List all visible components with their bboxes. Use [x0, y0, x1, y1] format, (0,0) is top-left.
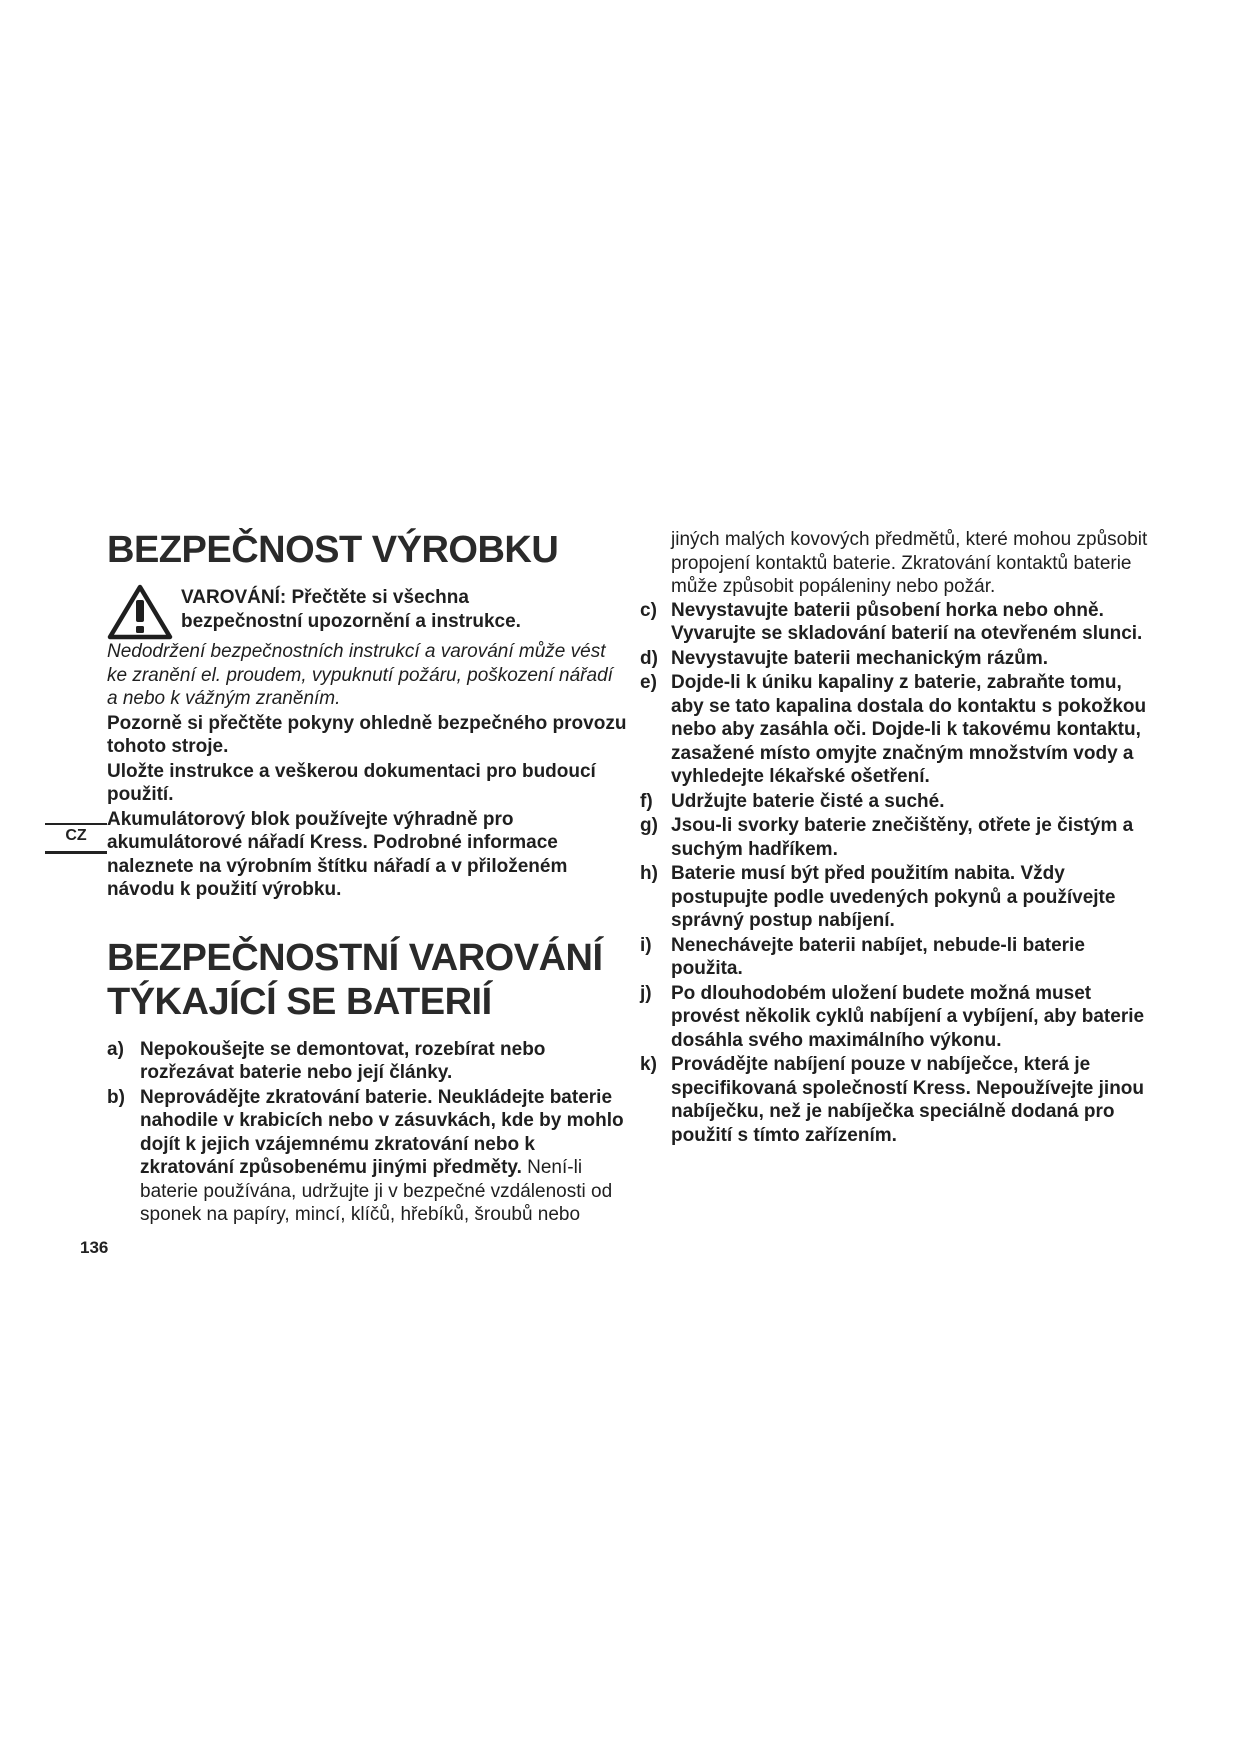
- list-item: [640, 790, 1150, 814]
- list-item-text: Nepokoušejte se demontovat, rozebírat nebo rozřezávat baterie nebo její články.: [140, 1038, 546, 1083]
- list-item: [640, 934, 1150, 981]
- paragraph-keep-instructions: Uložte instrukce a veškerou dokumentaci pro budoucí použití.: [107, 760, 596, 805]
- list-item-letter: b): [107, 1086, 125, 1108]
- list-item-text: Po dlouhodobém uložení budete možná muset provést několik cyklů nabíjení a vybíjení, aby baterie dosáhla svého maximálního výkonu.: [671, 982, 1145, 1051]
- list-item: [640, 862, 1150, 933]
- list-item-letter: e): [640, 672, 657, 693]
- language-tab-label: CZ: [65, 827, 87, 844]
- list-item-letter: g): [640, 815, 658, 836]
- list-item-letter: a): [107, 1038, 124, 1060]
- list-item: [107, 1038, 627, 1085]
- section-title-battery-warnings: [107, 936, 627, 1024]
- warning-block: [107, 582, 627, 640]
- warning-triangle-icon: [107, 584, 173, 640]
- list-item: [640, 982, 1150, 1053]
- list-item-text: Nevystavujte baterii působení horka nebo ohně. Vyvarujte se skladování baterií na otevřeném slunci.: [671, 599, 1143, 644]
- language-tab: [45, 827, 107, 845]
- warning-heading: [181, 582, 521, 633]
- list-item-letter: j): [640, 982, 652, 1004]
- left-column: [107, 528, 627, 1228]
- list-item: [107, 1086, 627, 1227]
- list-item-letter: d): [640, 647, 658, 669]
- page-number: 136: [80, 1238, 109, 1257]
- warning-description: Nedodržení bezpečnostních instrukcí a varování může vést ke zranění el. proudem, vypuknutí požáru, poškození nářadí a nebo k vážným zraněním.: [107, 641, 613, 709]
- list-item-text: Nevystavujte baterii mechanickým rázům.: [671, 647, 1049, 669]
- battery-warning-list-right: [640, 599, 1150, 1148]
- language-tab-rule-bottom: [45, 851, 107, 854]
- warning-line-2: bezpečnostní upozornění a instrukce.: [181, 610, 521, 632]
- section-title-line-1: BEZPEČNOSTNÍ VAROVÁNÍ: [107, 936, 603, 979]
- language-tab-rule-top: [45, 823, 107, 825]
- right-column: [640, 528, 1150, 1148]
- paragraph-read-instructions: Pozorně si přečtěte pokyny ohledně bezpečného provozu tohoto stroje.: [107, 712, 627, 757]
- battery-warning-list-left: [107, 1038, 627, 1227]
- list-item-text: Nenechávejte baterii nabíjet, nebude-li baterie použita.: [671, 934, 1085, 979]
- paragraph-battery-use: Akumulátorový blok používejte výhradně pro akumulátorové nářadí Kress. Podrobné informace naleznete na výrobním štítku nářadí a v přiloženém návodu k použití výrobku.: [107, 808, 568, 900]
- list-item-letter: k): [640, 1054, 657, 1075]
- list-item-letter: f): [640, 790, 653, 812]
- section-title-line-2: TÝKAJÍCÍ SE BATERIÍ: [107, 980, 492, 1023]
- list-item-text: Udržujte baterie čisté a suché.: [671, 790, 945, 812]
- list-item-continuation: jiných malých kovových předmětů, které mohou způsobit propojení kontaktů baterie. Zkratování kontaktů baterie může způsobit popáleniny nebo požár.: [671, 529, 1148, 597]
- list-item: [640, 671, 1150, 789]
- list-item-text: Dojde-li k úniku kapaliny z baterie, zabraňte tomu, aby se tato kapalina dostala do kontaktu s pokožkou nebo aby zasáhla oči. Dojde-li k takovému kontaktu, zasažené místo omyjte značným množstvím vody a vyhledejte lékařské ošetření.: [671, 672, 1147, 787]
- list-item: [640, 1053, 1150, 1147]
- list-item: [640, 599, 1150, 646]
- list-item-letter: i): [640, 934, 652, 956]
- section-title-product-safety: BEZPEČNOST VÝROBKU: [107, 529, 559, 571]
- list-item-text: Jsou-li svorky baterie znečištěny, otřete je čistým a suchým hadříkem.: [671, 815, 1134, 860]
- list-item: [640, 814, 1150, 861]
- list-item-letter: c): [640, 599, 657, 621]
- list-item-text: Baterie musí být před použitím nabita. Vždy postupujte podle uvedených pokynů a používejte správný postup nabíjení.: [671, 863, 1116, 931]
- list-item: [640, 647, 1150, 671]
- list-item-text: Neprovádějte zkratování baterie. Neukládejte baterie nahodile v krabicích nebo v zásuvkách, kde by mohlo dojít k jejich vzájemnému zkratování nebo k zkratování způsobenému jinými předměty. Není-li baterie používána, udržujte ji v bezpečné vzdálenosti od sponek na papíry, mincí, klíčů, hřebíků, šroubů nebo: [140, 1086, 624, 1225]
- list-item-letter: h): [640, 863, 658, 884]
- list-item-text: Provádějte nabíjení pouze v nabíječce, která je specifikovaná společností Kress. Nepoužívejte jinou nabíječku, než je nabíječka speciálně dodaná pro použití s tímto zařízením.: [671, 1054, 1145, 1146]
- warning-line-1: VAROVÁNÍ: Přečtěte si všechna: [181, 587, 469, 608]
